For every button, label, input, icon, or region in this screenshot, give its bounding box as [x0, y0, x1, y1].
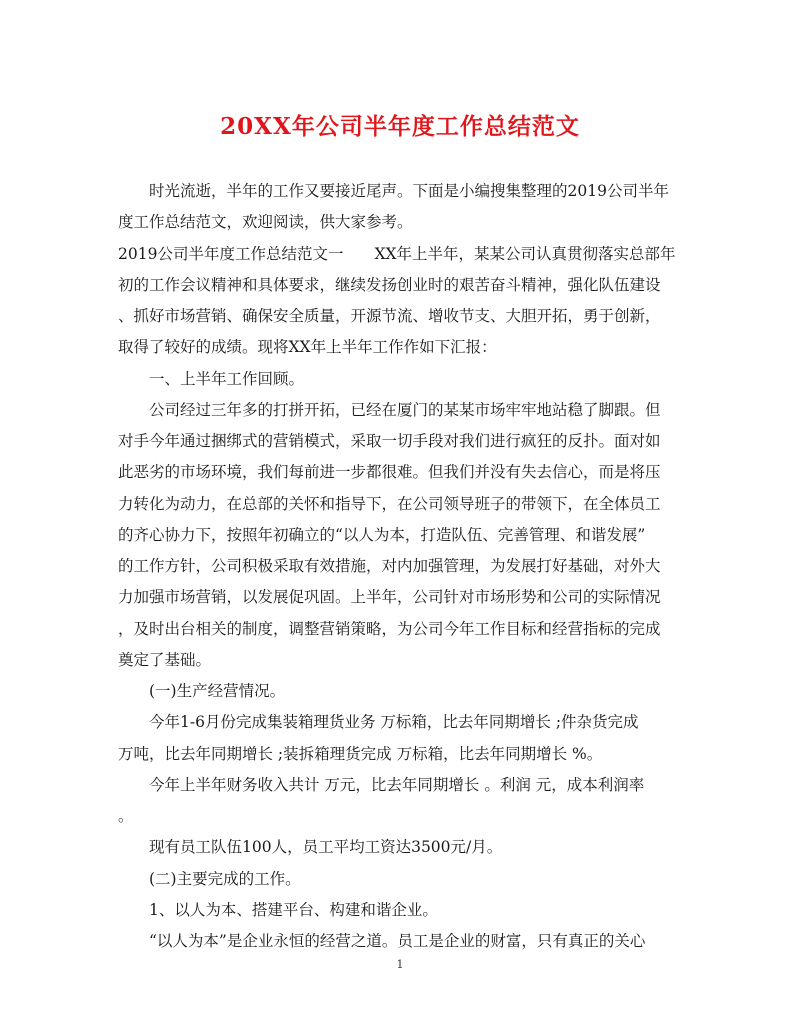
paragraph-line: 的齐心协力下，按照年初确立的“以人为本，打造队伍、完善管理、和谐发展”	[118, 525, 646, 544]
paragraph-line: 度工作总结范文，欢迎阅读，供大家参考。	[118, 213, 413, 232]
paragraph-line: 万吨，比去年同期增长 ;装拆箱理货完成 万标箱，比去年同期增长 %。	[118, 744, 603, 763]
paragraph-line: 力加强市场营销，以发展促巩固。上半年，公司针对市场形势和公司的实际情况	[118, 588, 661, 607]
paragraph-line: 时光流逝，半年的工作又要接近尾声。下面是小编搜集整理的2019公司半年	[149, 182, 669, 200]
paragraph-line: 奠定了基础。	[118, 650, 212, 669]
paragraph-line: 此恶劣的市场环境，我们每前进一步都很难。但我们并没有失去信心，而是将压	[118, 463, 661, 482]
paragraph-line: 取得了较好的成绩。现将XX年上半年工作作如下汇报：	[118, 338, 497, 357]
section-heading: 一、上半年工作回顾。	[149, 369, 305, 388]
paragraph-line: 今年1-6月份完成集装箱理货业务 万标箱，比去年同期增长 ;件杂货完成	[149, 713, 639, 732]
paragraph-line: 。	[118, 807, 134, 825]
item-heading: 1、以人为本、搭建平台、构建和谐企业。	[149, 900, 438, 919]
paragraph-line: 2019公司半年度工作总结范文一 XX年上半年，某某公司认真贯彻落实总部年	[118, 244, 676, 263]
paragraph-line: 的工作方针，公司积极采取有效措施，对内加强管理，为发展打好基础，对外大	[118, 557, 661, 575]
paragraph-line: 初的工作会议精神和具体要求，继续发扬创业时的艰苦奋斗精神，强化队伍建设	[118, 275, 661, 294]
document-title: 20XX年公司半年度工作总结范文	[220, 113, 580, 140]
subsection-heading: (一)生产经营情况。	[149, 682, 286, 700]
paragraph-line: ，及时出台相关的制度，调整营销策略，为公司今年工作目标和经营指标的完成	[118, 619, 661, 638]
document-body	[118, 176, 678, 957]
paragraph-line: 今年上半年财务收入共计 万元，比去年同期增长 。利润 元，成本利润率	[149, 775, 645, 794]
paragraph-line: “以人为本”是企业永恒的经营之道。员工是企业的财富，只有真正的关心	[149, 932, 646, 950]
paragraph-line: 对手今年通过捆绑式的营销模式，采取一切手段对我们进行疯狂的反扑。面对如	[118, 432, 661, 450]
paragraph-line: 力转化为动力，在总部的关怀和指导下，在公司领导班子的带领下，在全体员工	[118, 494, 661, 513]
page-number: 1	[396, 958, 404, 971]
paragraph-line: 现有员工队伍100人，员工平均工资达3500元/月。	[149, 838, 503, 857]
paragraph-line: 公司经过三年多的打拼开拓，已经在厦门的某某市场牢牢地站稳了脚跟。但	[149, 400, 661, 419]
subsection-heading: (二)主要完成的工作。	[149, 869, 301, 888]
paragraph-line: 、抓好市场营销、确保安全质量，开源节流、增收节支、大胆开拓，勇于创新，	[118, 307, 661, 325]
